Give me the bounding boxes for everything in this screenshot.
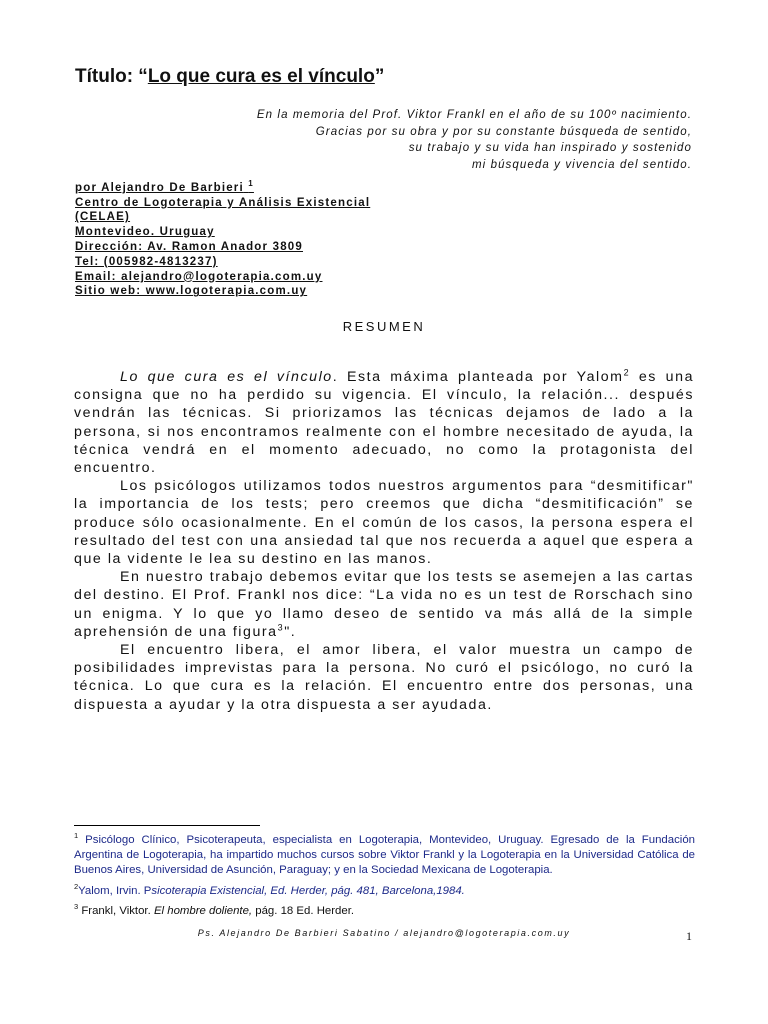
footnote-italic: El hombre doliente, bbox=[153, 904, 253, 917]
footnote-marker: 2 bbox=[74, 881, 79, 891]
title-suffix: ” bbox=[374, 66, 385, 87]
title-main: Lo que cura es el vínculo bbox=[147, 66, 375, 87]
document-title bbox=[75, 66, 384, 88]
footnote-divider bbox=[74, 825, 260, 826]
paragraph: El encuentro libera, el amor libera, el valor muestra un campo de posibilidades imprevistas para la persona. No curó el psicólogo, no curó la técnica. Lo que cura es la relación. El encuentro entre dos personas, una dispuesta a ayudar y la otra dispuesta a ser ayudada. bbox=[74, 642, 694, 713]
footnote-2 bbox=[74, 879, 695, 899]
paragraph-text: es una consigna que no ha perdido su vigencia. El vínculo, la relación... después vendrán las técnicas. Si priorizamos las técnicas dejamos de lado a la persona, si nos encontramos realmente con el hombre necesitado de ayuda, la técnica vendrá en el momento adecuado, no como la protagonista del encuentro. bbox=[74, 369, 695, 477]
title-prefix: Título: “ bbox=[75, 66, 148, 87]
institution-acronym: (CELAE) bbox=[75, 211, 131, 224]
footnote-text: Frankl, Viktor. bbox=[78, 904, 154, 917]
footnotes bbox=[74, 828, 695, 919]
footnote-ref[interactable]: 1 bbox=[248, 179, 254, 188]
footnote-3 bbox=[74, 899, 695, 919]
paragraph: Los psicólogos utilizamos todos nuestros argumentos para “desmitificar" la importancia de los tests; pero creemos que dicha “desmitificación” se produce sólo ocasionalmente. En el común de los casos, la persona espera el resultado del test con una ansiedad tal que nos recuerda a aquel que espera a que la vidente le lea su destino en las manos. bbox=[74, 478, 694, 568]
footnote-marker: 3 bbox=[74, 901, 79, 911]
dedication-line: su trabajo y su vida han inspirado y sostenido bbox=[408, 142, 692, 154]
paragraph-text: ". bbox=[284, 623, 297, 640]
author-address: Dirección: Av. Ramon Anador 3809 bbox=[75, 241, 303, 254]
author-block bbox=[75, 177, 370, 299]
paragraph-text: . Esta máxima planteada por Yalom bbox=[332, 369, 624, 385]
italic-lead: Lo que cura es el vínculo bbox=[120, 369, 333, 385]
footnote-ref[interactable]: 3 bbox=[277, 622, 285, 633]
paragraph bbox=[74, 368, 694, 477]
author-email[interactable]: Email: alejandro@logoterapia.com.uy bbox=[75, 270, 323, 283]
author-byline bbox=[75, 177, 370, 196]
section-heading: RESUMEN bbox=[342, 319, 426, 334]
paragraph bbox=[74, 568, 694, 641]
author-website[interactable]: Sitio web: www.logoterapia.com.uy bbox=[75, 285, 308, 298]
page-footer: Ps. Alejandro De Barbieri Sabatino / alejandro@logoterapia.com.uy bbox=[197, 928, 571, 938]
footnote-1 bbox=[74, 828, 695, 879]
dedication-line: Gracias por su obra y por su constante búsqueda de sentido, bbox=[315, 125, 692, 138]
dedication-line: En la memoria del Prof. Viktor Frankl en el año de su 100º nacimiento. bbox=[256, 109, 692, 121]
footnote-marker: 1 bbox=[74, 831, 79, 840]
author-name: por Alejandro De Barbieri bbox=[75, 181, 244, 194]
footnote-ref[interactable]: 2 bbox=[623, 367, 631, 378]
abstract-body bbox=[74, 368, 694, 714]
footnote-text: pág. 18 Ed. Herder. bbox=[252, 904, 355, 917]
dedication bbox=[257, 107, 692, 173]
footnote-text: Yalom, Irvin. P bbox=[78, 884, 152, 897]
page-number: 1 bbox=[686, 929, 692, 943]
author-city: Montevideo. Uruguay bbox=[75, 226, 215, 239]
footnote-italic: sicoterapia Existencial, Ed. Herder, pág. 481, Barcelona,1984. bbox=[151, 884, 465, 897]
author-phone: Tel: (005982-4813237) bbox=[75, 255, 218, 268]
footnote-text: Psicólogo Clínico, Psicoterapeuta, especialista en Logoterapia, Montevideo, Uruguay. Egresado de la Fundación Argentina de Logoterapia, ha impartido muchos cursos sobre Viktor Frankl y la Logoterapia en la Universidad Católica de Buenos Aires, Universidad de Asunción, Paraguay; y en la Sociedad Mexicana de Logoterapia. bbox=[74, 833, 695, 877]
institution-name: Centro de Logoterapia y Análisis Existencial bbox=[75, 196, 371, 209]
dedication-line: mi búsqueda y vivencia del sentido. bbox=[471, 158, 692, 171]
paragraph-text: En nuestro trabajo debemos evitar que los tests se asemejen a las cartas del destino. El Prof. Frankl nos dice: “La vida no es un test de Rorschach sino un enigma. Y lo que yo llamo deseo de sentido va más allá de la simple aprehensión de una figura bbox=[74, 569, 694, 640]
